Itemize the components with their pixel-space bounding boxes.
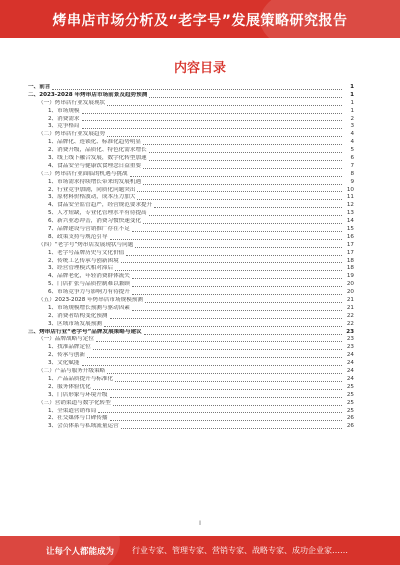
toc-entry-page: 2 [350, 115, 354, 122]
toc-entry-title: 2、行业竞争加剧，同质化问题突出 [48, 186, 136, 193]
toc-entry-title: 3、线上线下融合发展，数字化转型加速 [48, 155, 147, 161]
toc-entry-title: 3、竞争格局 [48, 123, 80, 130]
toc-entry-page: 23 [346, 336, 354, 343]
toc-entry-page: 15 [346, 226, 354, 233]
toc-entry-title: 7、品牌建设与营销推广存在不足 [48, 226, 130, 233]
toc-entry-page: 24 [346, 375, 354, 382]
toc-entry[interactable] [28, 392, 354, 400]
page-header [0, 0, 400, 38]
toc-entry[interactable] [28, 281, 354, 289]
toc-entry-title: 3、会员体系与私域流量运营 [48, 423, 119, 430]
toc-leader-dots [132, 286, 342, 287]
report-title: 烤串店市场分析及“老字号”发展策略研究报告 [52, 13, 348, 29]
toc-entry-title: 2、消费需求 [48, 115, 80, 122]
toc-entry-title: 6、市场竞争力与影响力有待提升 [48, 289, 130, 296]
toc-entry-page: 23 [346, 328, 354, 335]
toc-entry-page: 12 [346, 202, 354, 209]
toc-entry[interactable] [28, 337, 354, 345]
toc-leader-dots [110, 239, 343, 240]
toc-entry-title: 2、服务体验优化 [48, 383, 91, 390]
toc-entry[interactable] [28, 305, 354, 313]
toc-entry-page: 24 [346, 360, 354, 367]
toc-entry-title: 1、老字号品牌历史与文化价值 [48, 249, 125, 256]
toc-heading: 内容目录 [173, 61, 226, 76]
toc-entry-title: 3、门店形象与环境升级 [48, 391, 108, 398]
toc-entry-page: 16 [346, 233, 354, 240]
toc-leader-dots [107, 373, 342, 374]
toc-entry-page: 20 [346, 289, 354, 296]
toc-leader-dots [121, 262, 342, 263]
toc-entry-page: 23 [346, 344, 354, 351]
toc-leader-dots [82, 120, 342, 121]
toc-entry-page: 22 [346, 312, 354, 319]
toc-leader-dots [137, 191, 342, 192]
toc-entry-title: 1、找准品牌定位 [48, 344, 91, 351]
toc-entry[interactable] [28, 147, 354, 155]
toc-leader-dots [110, 318, 343, 319]
toc-entry[interactable] [28, 297, 354, 305]
toc-entry-title: 二、2023-2028 年烤串店市场前景及趋势预测 [28, 91, 148, 98]
toc-entry[interactable] [28, 376, 354, 384]
toc-entry[interactable] [28, 234, 354, 242]
toc-entry[interactable] [28, 187, 354, 195]
toc-entry-title: 3、原材料价格波动，成本压力加大 [48, 194, 136, 201]
toc-entry-title: 6、新兴业态冲击，消费习惯快速变化 [48, 218, 142, 225]
toc-entry-title: （二）产品与服务升级策略 [38, 368, 106, 375]
toc-entry-title: 3、区域市场发展预测 [48, 320, 102, 327]
toc-entry-page: 5 [350, 147, 354, 154]
toc-entry[interactable] [28, 131, 354, 139]
toc-entry[interactable] [28, 289, 354, 297]
toc-leader-dots [93, 389, 342, 390]
toc-entry-page: 21 [346, 297, 354, 304]
toc-entry[interactable] [28, 415, 354, 423]
toc-leader-dots [82, 113, 342, 114]
toc-leader-dots [115, 270, 342, 271]
toc-entry[interactable] [28, 108, 354, 116]
toc-entry-title: 三、烤串店行业“老字号”品牌发展策略与建议 [28, 328, 142, 335]
toc-entry-title: 1、市场规模增长预测与驱动因素 [48, 304, 130, 311]
toc-entry-title: 1、品牌化、连锁化、标准化趋势明显 [48, 139, 142, 146]
toc-entry[interactable] [28, 400, 354, 408]
toc-entry-page: 8 [350, 170, 354, 177]
toc-entry-title: 2、消费者结构变化预测 [48, 312, 108, 319]
toc-leader-dots [126, 255, 342, 256]
toc-entry-title: 1、市场需求持续增长带来的发展机遇 [48, 178, 142, 185]
toc-entry-page: 25 [346, 407, 354, 414]
toc-entry[interactable] [28, 179, 354, 187]
toc-leader-dots [110, 397, 343, 398]
toc-entry-page: 24 [346, 352, 354, 359]
toc-leader-dots [154, 207, 342, 208]
toc-entry[interactable] [28, 265, 354, 273]
toc-leader-dots [149, 215, 342, 216]
toc-entry-title: 4、食品安全监管趋严，经营规范要求提升 [48, 202, 153, 209]
toc-entry-page: 25 [346, 383, 354, 390]
toc-entry-page: 26 [346, 423, 354, 430]
toc-entry[interactable] [28, 384, 354, 392]
toc-entry-page: 24 [346, 368, 354, 375]
toc-entry-page: 25 [346, 391, 354, 398]
toc-entry-page: 22 [346, 320, 354, 327]
toc-leader-dots [107, 105, 342, 106]
toc-entry-title: 4、品牌老化，年轻消费群体流失 [48, 273, 130, 280]
toc-entry[interactable] [28, 202, 354, 210]
toc-entry[interactable] [28, 171, 354, 179]
toc-leader-dots [113, 405, 342, 406]
toc-leader-dots [137, 199, 342, 200]
toc-entry[interactable] [28, 258, 354, 266]
toc-entry-page: 25 [346, 399, 354, 406]
toc-entry-title: 2、社交媒体与口碑传播 [48, 415, 108, 422]
toc-entry[interactable] [28, 155, 354, 163]
toc-leader-dots [149, 97, 342, 98]
toc-leader-dots [87, 357, 342, 358]
toc-entry-title: （三）烤串店行业面临的机遇与挑战 [38, 170, 128, 177]
toc-leader-dots [96, 341, 342, 342]
toc-entry-title: 2、传承与创新 [48, 352, 86, 359]
toc-list [28, 84, 354, 514]
toc-entry-title: 1、市场规模 [48, 107, 80, 114]
toc-entry-page: 1 [350, 91, 354, 98]
toc-entry-title: 一、前言 [28, 84, 51, 90]
toc-entry[interactable] [28, 92, 354, 100]
toc-entry-page: 19 [346, 273, 354, 280]
toc-entry-page: 7 [350, 162, 354, 169]
toc-entry-title: 5、门店扩张与品质控制难以兼顾 [48, 281, 130, 288]
toc-entry-page: 17 [346, 241, 354, 248]
toc-entry-title: （一）烤串店行业发展现状 [38, 99, 106, 106]
toc-leader-dots [143, 223, 342, 224]
toc-entry[interactable] [28, 250, 354, 258]
toc-leader-dots [132, 231, 342, 232]
toc-leader-dots [104, 326, 342, 327]
toc-entry[interactable] [28, 321, 354, 329]
page-number: I [199, 520, 201, 527]
toc-entry-page: 14 [346, 218, 354, 225]
toc-entry[interactable] [28, 242, 354, 250]
toc-entry[interactable] [28, 218, 354, 226]
toc-entry-title: 1、全渠道营销布局 [48, 407, 97, 414]
toc-entry-page: 3 [350, 123, 354, 130]
toc-entry-title: （三）营销渠道与数字化转型 [38, 399, 111, 406]
toc-leader-dots [132, 278, 342, 279]
toc-entry-title: 8、政策支持与规范引导 [48, 233, 108, 240]
toc-entry-title: （一）品牌战略与定位 [38, 336, 94, 343]
toc-leader-dots [52, 89, 342, 90]
toc-entry[interactable] [28, 100, 354, 108]
page-footer [0, 536, 400, 565]
toc-leader-dots [135, 247, 342, 248]
toc-leader-dots [115, 381, 342, 382]
toc-entry-title: 2、传统工艺传承与创新困境 [48, 257, 119, 264]
toc-entry-title: 3、文化赋能 [48, 360, 80, 367]
toc-entry[interactable] [28, 139, 354, 147]
toc-leader-dots [143, 144, 342, 145]
toc-entry-title: （五）2023-2028 年烤串店市场规模预测 [38, 297, 143, 304]
toc-entry-page: 4 [350, 139, 354, 146]
toc-leader-dots [98, 412, 342, 413]
toc-entry[interactable] [28, 408, 354, 416]
toc-entry-page: 1 [350, 107, 354, 114]
toc-entry[interactable] [28, 194, 354, 202]
toc-entry-page: 6 [350, 155, 354, 161]
toc-entry-page: 4 [350, 131, 354, 138]
toc-leader-dots [130, 176, 342, 177]
toc-leader-dots [143, 184, 342, 185]
toc-entry[interactable] [28, 273, 354, 281]
toc-entry[interactable] [28, 313, 354, 321]
toc-leader-dots [110, 420, 343, 421]
toc-leader-dots [144, 334, 342, 335]
toc-entry[interactable] [28, 210, 354, 218]
toc-entry-title: 3、经营管理模式相对滞后 [48, 265, 114, 272]
toc-leader-dots [132, 310, 342, 311]
toc-entry-page: 26 [346, 415, 354, 422]
toc-entry-page: 20 [346, 281, 354, 288]
toc-entry-page: 21 [346, 304, 354, 311]
toc-entry[interactable] [28, 360, 354, 368]
toc-leader-dots [82, 128, 342, 129]
toc-leader-dots [107, 136, 342, 137]
toc-entry-page: 18 [346, 265, 354, 272]
toc-leader-dots [149, 160, 342, 161]
toc-entry[interactable] [28, 352, 354, 360]
toc-leader-dots [149, 152, 342, 153]
toc-entry[interactable] [28, 226, 354, 234]
toc-entry-title: 1、产品品质提升与标准化 [48, 375, 114, 382]
toc-entry-page: 17 [346, 249, 354, 256]
toc-entry-page: 1 [350, 99, 354, 106]
toc-entry-page: 13 [346, 210, 354, 217]
footer-tagline: 行业专家、管理专家、营销专家、战略专家、成功企业家…… [132, 546, 348, 555]
toc-entry-page: 11 [346, 194, 354, 201]
toc-entry-title: 4、食品安全与健康饮食理念日益重要 [48, 162, 142, 169]
toc-entry[interactable] [28, 84, 354, 92]
toc-entry-page: 1 [350, 84, 354, 90]
toc-entry[interactable] [28, 163, 354, 171]
toc-entry[interactable] [28, 123, 354, 131]
toc-entry[interactable] [28, 368, 354, 376]
footer-slogan: 让每个人都能成为 [46, 547, 115, 557]
toc-leader-dots [132, 294, 342, 295]
toc-entry[interactable] [28, 116, 354, 124]
toc-entry-title: （二）烤串店行业发展趋势 [38, 131, 106, 138]
toc-entry-page: 9 [350, 178, 354, 185]
toc-entry-page: 10 [346, 186, 354, 193]
toc-leader-dots [145, 302, 342, 303]
toc-leader-dots [82, 365, 342, 366]
toc-leader-dots [143, 168, 342, 169]
toc-entry[interactable] [28, 329, 354, 337]
toc-leader-dots [93, 349, 342, 350]
toc-entry-title: （四）“老字号”烤串店发展现状与问题 [38, 241, 134, 248]
toc-entry-title: 2、消费升级，品质化、特色化需求增长 [48, 147, 147, 154]
toc-entry-page: 18 [346, 257, 354, 264]
toc-entry[interactable] [28, 344, 354, 352]
toc-entry-title: 5、人才短缺，专业化管理水平有待提高 [48, 210, 147, 217]
toc-entry[interactable] [28, 423, 354, 431]
toc-leader-dots [121, 428, 342, 429]
